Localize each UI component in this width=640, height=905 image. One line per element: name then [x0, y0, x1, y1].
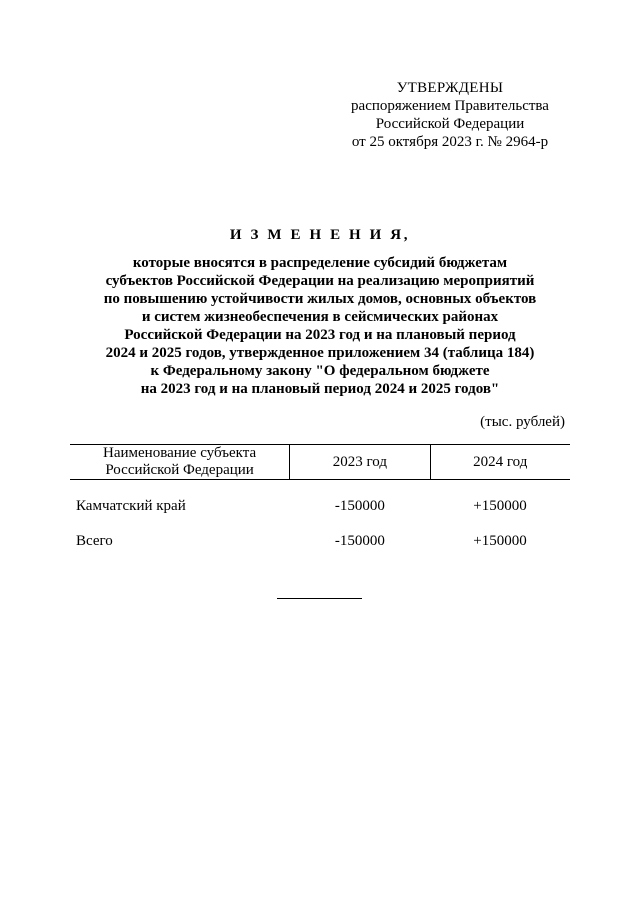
table-spacer-row — [70, 480, 570, 490]
approval-heading: УТВЕРЖДЕНЫ — [396, 80, 504, 96]
document-title: И З М Е Н Е Н И Я, — [229, 227, 411, 243]
row-value-2024: +150000 — [473, 498, 527, 514]
units-note: (тыс. рублей) — [480, 414, 565, 430]
document-title-block — [60, 226, 580, 398]
subtitle-line: к Федеральному закону "О федеральном бюджете — [150, 363, 490, 379]
subsidy-table — [70, 444, 570, 559]
header-year-2023: 2023 год — [290, 445, 430, 480]
header-year-2024: 2024 год — [430, 445, 570, 480]
total-value-2024: +150000 — [473, 533, 527, 549]
approval-block — [340, 79, 560, 151]
subtitle-line: по повышению устойчивости жилых домов, основных объектов — [103, 291, 537, 307]
subtitle-line: на 2023 год и на плановый период 2024 и 2025 годов" — [140, 381, 500, 397]
total-label: Всего — [76, 533, 113, 549]
header-subject-name — [70, 445, 290, 480]
total-value-2023: -150000 — [334, 533, 385, 549]
table-row — [70, 489, 570, 524]
subtitle-line: 2024 и 2025 годов, утвержденное приложением 34 (таблица 184) — [105, 345, 535, 361]
approval-line-authority: распоряжением Правительства — [351, 98, 549, 114]
row-subject-name: Камчатский край — [76, 498, 186, 514]
table-header-row — [70, 445, 570, 480]
subtitle-line: и систем жизнеобеспечения в сейсмических районах — [141, 309, 499, 325]
header-subject-name-line1: Наименование субъекта — [103, 445, 257, 461]
subtitle-line: Российской Федерации на 2023 год и на плановый период — [124, 327, 516, 343]
subtitle-line: субъектов Российской Федерации на реализацию мероприятий — [105, 273, 535, 289]
approval-line-date: от 25 октября 2023 г. № 2964-р — [351, 134, 549, 150]
row-value-2023: -150000 — [334, 498, 385, 514]
approval-line-country: Российской Федерации — [375, 116, 525, 132]
end-divider — [277, 598, 362, 599]
header-subject-name-line2: Российской Федерации — [105, 462, 254, 478]
subtitle-line: которые вносятся в распределение субсидий бюджетам — [132, 255, 508, 271]
table-row-total — [70, 524, 570, 559]
